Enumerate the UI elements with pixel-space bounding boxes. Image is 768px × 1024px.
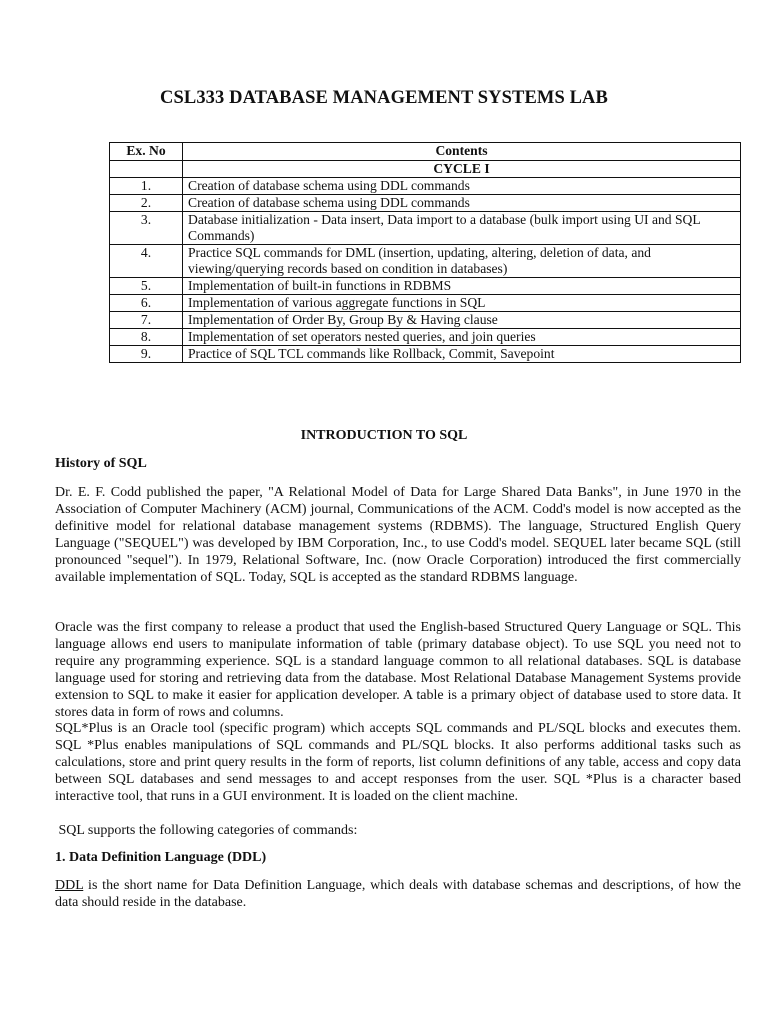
cycle-row bbox=[110, 161, 741, 178]
cycle-label: CYCLE I bbox=[183, 161, 741, 178]
ddl-term: DDL bbox=[55, 878, 84, 893]
contents-cell: Database initialization - Data insert, Data import to a database (bulk import using UI and SQL Commands) bbox=[183, 212, 741, 245]
table-row bbox=[110, 329, 741, 346]
table-row bbox=[110, 245, 741, 278]
table-row bbox=[110, 346, 741, 363]
table-header-row bbox=[110, 143, 741, 161]
ddl-paragraph bbox=[55, 877, 741, 911]
experiments-table bbox=[109, 142, 741, 363]
table-row bbox=[110, 295, 741, 312]
oracle-paragraph: Oracle was the first company to release a product that used the English-based Structured Query Language or SQL. This language allows end users to manipulate information of table (primary database object). To use SQL you need not to require any programming experience. SQL is a standard language common to all relational databases. SQL is database language used for storing and retrieving data from the database. Most Relational Database Management Systems provide extension to SQL to make it easier for application developer. A table is a primary object of database used to store data. It stores data in form of rows and columns. bbox=[55, 620, 741, 721]
contents-cell: Implementation of Order By, Group By & Having clause bbox=[183, 312, 741, 329]
ex-no-cell: 6. bbox=[110, 295, 183, 312]
contents-cell: Implementation of built-in functions in RDBMS bbox=[183, 278, 741, 295]
history-heading: History of SQL bbox=[55, 456, 147, 471]
ex-no-cell: 5. bbox=[110, 278, 183, 295]
ex-no-cell: 9. bbox=[110, 346, 183, 363]
contents-cell: Implementation of various aggregate functions in SQL bbox=[183, 295, 741, 312]
ex-no-cell: 7. bbox=[110, 312, 183, 329]
history-paragraph: Dr. E. F. Codd published the paper, "A Relational Model of Data for Large Shared Data Banks", in June 1970 in the Association of Computer Machinery (ACM) journal, Communications of the ACM. Codd's model is now accepted as the definitive model for relational database management systems (RDBMS). The language, Structured English Query Language ("SEQUEL") was developed by IBM Corporation, Inc., to use Codd's model. SEQUEL later became SQL (still pronounced "sequel"). In 1979, Relational Software, Inc. (now Oracle Corporation) introduced the first commercially available implementation of SQL. Today, SQL is accepted as the standard RDBMS language. bbox=[55, 485, 741, 586]
table-row bbox=[110, 312, 741, 329]
contents-cell: Implementation of set operators nested queries, and join queries bbox=[183, 329, 741, 346]
table-row bbox=[110, 278, 741, 295]
commands-intro-text: SQL supports the following categories of commands: bbox=[55, 823, 358, 838]
document-title: CSL333 DATABASE MANAGEMENT SYSTEMS LAB bbox=[160, 88, 608, 108]
contents-cell: Creation of database schema using DDL commands bbox=[183, 195, 741, 212]
intro-heading: INTRODUCTION TO SQL bbox=[300, 428, 468, 443]
ex-no-cell: 2. bbox=[110, 195, 183, 212]
ex-no-cell: 3. bbox=[110, 212, 183, 245]
contents-cell: Creation of database schema using DDL commands bbox=[183, 178, 741, 195]
ex-no-cell: 8. bbox=[110, 329, 183, 346]
contents-cell: Practice of SQL TCL commands like Rollback, Commit, Savepoint bbox=[183, 346, 741, 363]
column-header-contents: Contents bbox=[183, 143, 741, 161]
contents-cell: Practice SQL commands for DML (insertion, updating, altering, deletion of data, and viewing/querying records based on condition in databases) bbox=[183, 245, 741, 278]
table-row bbox=[110, 212, 741, 245]
column-header-ex-no: Ex. No bbox=[110, 143, 183, 161]
ex-no-cell: 4. bbox=[110, 245, 183, 278]
table-row bbox=[110, 195, 741, 212]
ddl-heading: 1. Data Definition Language (DDL) bbox=[55, 850, 267, 865]
cycle-spacer-cell bbox=[110, 161, 183, 178]
ex-no-cell: 1. bbox=[110, 178, 183, 195]
table-row bbox=[110, 178, 741, 195]
ddl-description: is the short name for Data Definition Language, which deals with database schemas and descriptions, of how the data should reside in the database. bbox=[55, 878, 741, 911]
sqlplus-paragraph: SQL*Plus is an Oracle tool (specific program) which accepts SQL commands and PL/SQL blocks and executes them. SQL *Plus enables manipulations of SQL commands and PL/SQL blocks. It also performs additional tasks such as calculations, store and print query results in the form of reports, list column definitions of any table, access and copy data between SQL databases and send messages to and accept responses from the user. SQL *Plus is a character based interactive tool, that runs in a GUI environment. It is loaded on the client machine. bbox=[55, 721, 741, 805]
